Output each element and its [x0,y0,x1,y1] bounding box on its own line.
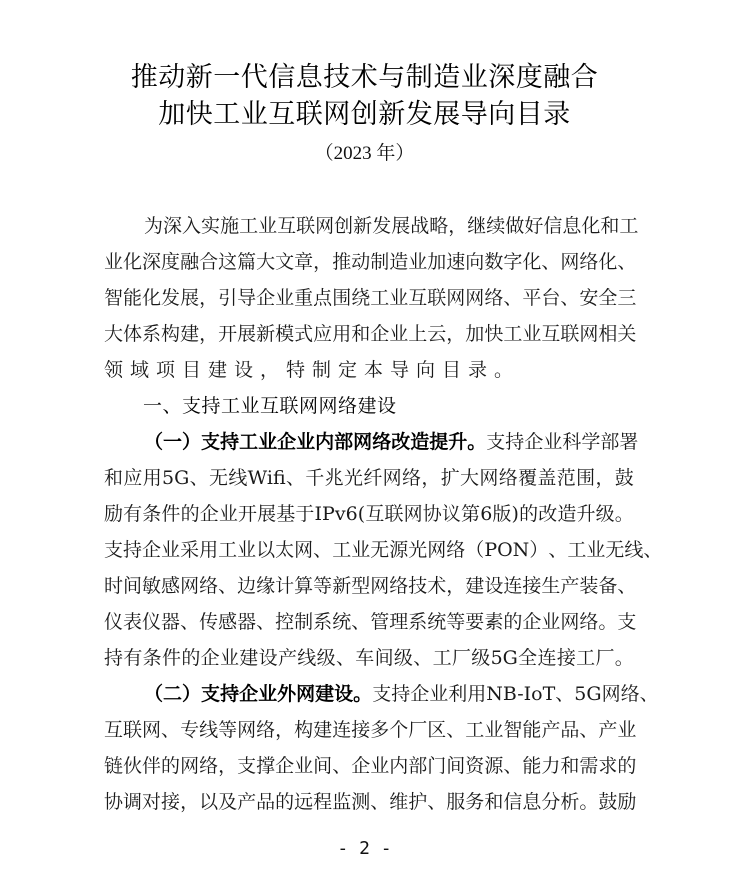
item-1-line-2: 和 应 用 5G 、 无 线 Wifi 、 千 兆 光 纤 网 络 ， 扩 大 网 络 覆 盖 范 围 ， 鼓 [104,467,634,489]
item-2-line-4: 协 调 对 接 ， 以 及 产 品 的 远 程 监 测 、 维 护 、 服 务 和 信 息 分 析 。 鼓 励 [104,791,637,813]
item-1-line-5: 时 间 敏 感 网 络 、 边 缘 计 算 等 新 型 网 络 技 术 ， 建 设 连 接 生 产 装 备 、 [104,575,637,597]
intro-line-1: 为 深 入 实 施 工 业 互 联 网 创 新 发 展 战 略 ， 继 续 做 好 信 息 化 和 工 [144,215,639,237]
item-2-line-1: （ 二 ） 支 持 企 业 外 网 建 设 。 支 持 企 业 利 用 NB-IoT 、 5G 网 络 、 [144,683,659,705]
item-1-line-6: 仪 表 仪 器 、 传 感 器 、 控 制 系 统 、 管 理 系 统 等 要 素 的 企 业 网 络 。 支 [104,611,637,633]
intro-line-3: 智 能 化 发 展 ， 引 导 企 业 重 点 围 绕 工 业 互 联 网 网 络 、 平 台 、 安 全 三 [104,287,637,309]
item-2-line-2: 互 联 网 、 专 线 等 网 络 ， 构 建 连 接 多 个 厂 区 、 工 业 智 能 产 品 、 产 业 [104,719,637,741]
document-title-line-2: 加快工业互联网创新发展导向目录 [158,99,571,130]
item-1-line-1: （ 一 ） 支 持 工 业 企 业 内 部 网 络 改 造 提 升 。 支 持 企 业 科 学 部 署 [144,431,639,453]
section-heading: 一、支持工业互联网网络建设 [143,395,397,417]
document-title-line-1: 推动新一代信息技术与制造业深度融合 [130,62,599,93]
item-1-line-3: 励 有 条 件 的 企 业 开 展 基 于 IPv6 ( 互 联 网 协 议 第 6 版 ) 的 改 造 升 级 。 [104,503,634,525]
page-number: - 2 - [337,838,392,859]
intro-line-5: 领域项目建设，特制定本导向目录。 [104,359,521,381]
item-2-line-3: 链 伙 伴 的 网 络 ， 支 撑 企 业 间 、 企 业 内 部 门 间 资 源 、 能 力 和 需 求 的 [104,755,637,777]
item-1-line-4: 支 持 企 业 采 用 工 业 以 太 网 、 工 业 无 源 光 网 络 （ PON ） 、 工 业 无 线 、 [104,539,663,561]
intro-line-2: 业 化 深 度 融 合 这 篇 大 文 章 ， 推 动 制 造 业 加 速 向 数 字 化 、 网 络 化 、 [104,251,637,273]
document-subtitle-year: （2023 年） [314,143,415,164]
intro-line-4: 大 体 系 构 建 ， 开 展 新 模 式 应 用 和 企 业 上 云 ， 加 快 工 业 互 联 网 相 关 [104,323,637,345]
item-1-line-7: 持 有 条 件 的 企 业 建 设 产 线 级 、 车 间 级 、 工 厂 级 5G 全 连 接 工 厂 。 [104,647,634,669]
